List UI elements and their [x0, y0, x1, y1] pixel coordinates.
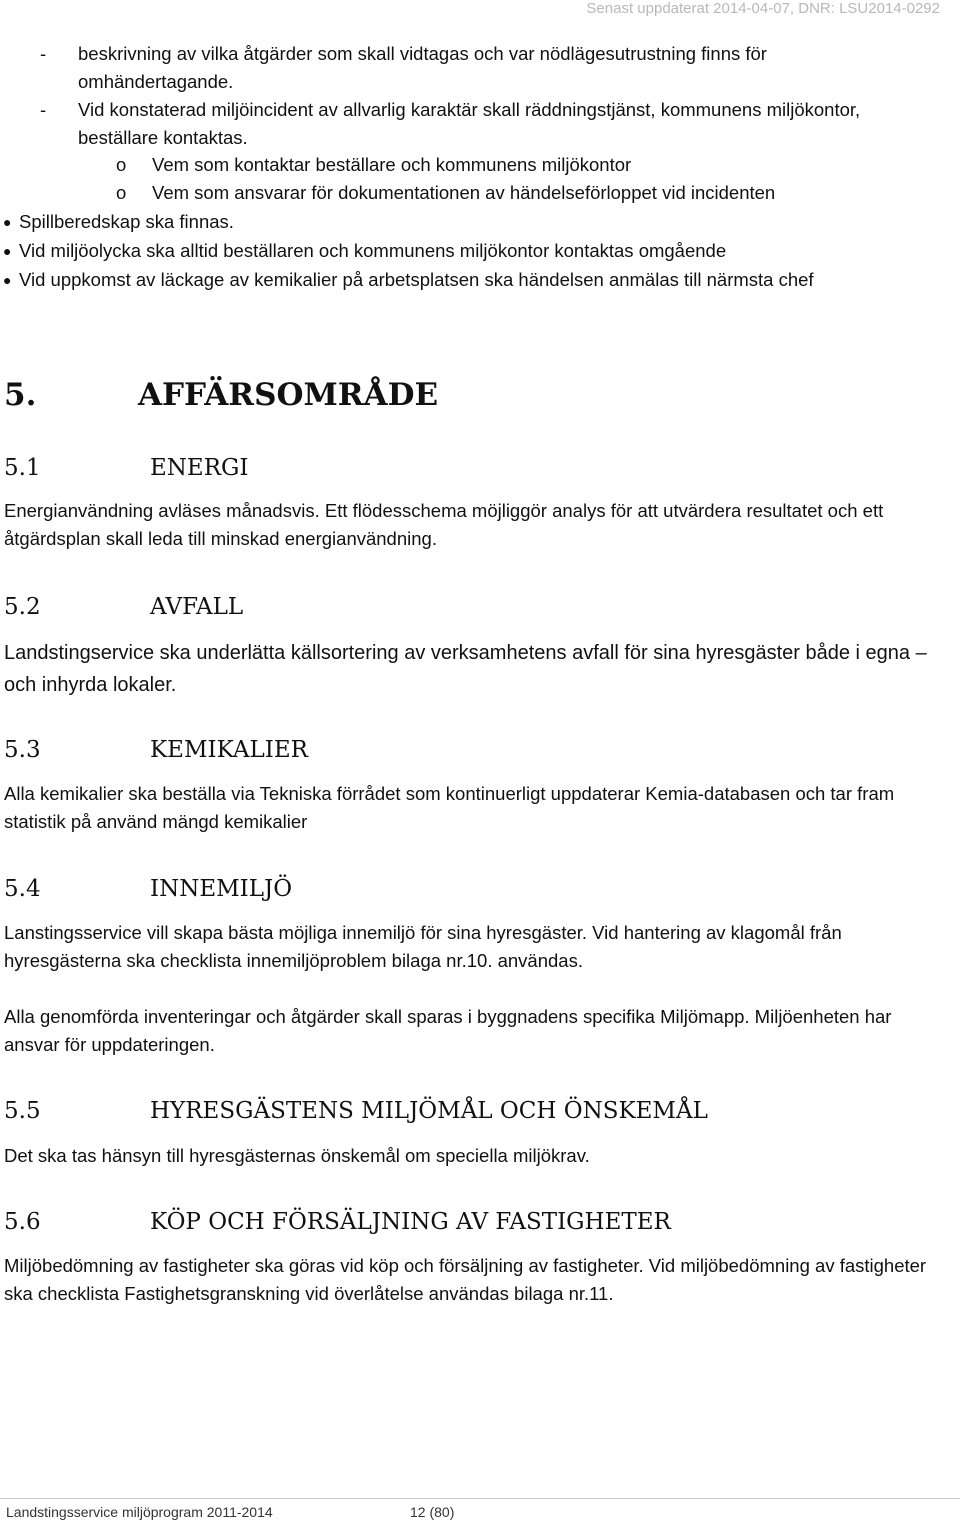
bullet-item	[3, 237, 726, 265]
dash-marker: -	[40, 43, 47, 64]
sub-list-item	[116, 151, 631, 179]
section-heading	[4, 452, 248, 484]
bullet-item-text: Vid miljöolycka ska alltid beställaren och kommunens miljökontor kontaktas omgående	[19, 240, 727, 261]
list-item	[40, 96, 920, 152]
bullet-icon: ●	[3, 243, 12, 259]
paragraph: Det ska tas hänsyn till hyresgästernas önskemål om speciella miljökrav.	[4, 1145, 590, 1166]
section-heading	[4, 591, 243, 623]
page-number: 12 (80)	[410, 1504, 455, 1520]
section-heading	[4, 1095, 708, 1127]
circle-marker: o	[116, 154, 127, 175]
footer-title: Landstingsservice miljöprogram 2011-2014	[6, 1504, 273, 1520]
sub-list-item-text: Vem som ansvarar för dokumentationen av händelseförloppet vid incidenten	[152, 182, 776, 203]
bullet-icon: ●	[3, 272, 12, 288]
section-title: AVFALL	[150, 594, 244, 620]
paragraph: Energianvändning avläses månadsvis. Ett flödesschema möjliggör analys för att utvärdera resultatet och ett åtgärdsplan skall leda till minskad energianvändning.	[4, 500, 884, 549]
paragraph: Landstingservice ska underlätta källsortering av verksamhetens avfall för sina hyresgäster både i egna – och inhyrda lokaler.	[4, 642, 927, 696]
paragraph: Lanstingsservice vill skapa bästa möjliga innemiljö för sina hyresgäster. Vid hantering av klagomål från hyresgästerna ska checklista innemiljöproblem bilaga nr.10. användas.	[4, 922, 842, 971]
paragraph: Alla genomförda inventeringar och åtgärder skall sparas i byggnadens specifika Miljömapp. Miljöenheten har ansvar för uppdateringen.	[4, 1006, 892, 1055]
chapter-number: 5.	[4, 377, 37, 413]
sub-list-item	[116, 179, 775, 207]
section-number: 5.4	[4, 876, 41, 902]
section-title: KÖP OCH FÖRSÄLJNING AV FASTIGHETER	[150, 1209, 671, 1235]
sub-list-item-text: Vem som kontaktar beställare och kommunens miljökontor	[152, 154, 632, 175]
section-number: 5.6	[4, 1209, 41, 1235]
chapter-title: AFFÄRSOMRÅDE	[138, 377, 439, 413]
section-number: 5.2	[4, 594, 41, 620]
section-title: INNEMILJÖ	[150, 876, 293, 902]
bullet-item	[3, 266, 814, 294]
list-item	[40, 40, 920, 96]
bullet-item	[3, 208, 234, 236]
bullet-item-text: Vid uppkomst av läckage av kemikalier på arbetsplatsen ska händelsen anmälas till närmsta chef	[19, 269, 814, 290]
circle-marker: o	[116, 182, 127, 203]
footer-divider	[0, 1498, 960, 1499]
section-title: HYRESGÄSTENS MILJÖMÅL OCH ÖNSKEMÅL	[150, 1098, 708, 1124]
section-heading	[4, 1206, 671, 1238]
bullet-icon: ●	[3, 214, 12, 230]
bullet-item-text: Spillberedskap ska finnas.	[19, 211, 234, 232]
list-item-text: Vid konstaterad miljöincident av allvarlig karaktär skall räddningstjänst, kommunens miljökontor, beställare kontaktas.	[78, 99, 861, 148]
section-title: KEMIKALIER	[150, 737, 308, 763]
section-heading	[4, 734, 308, 766]
paragraph: Miljöbedömning av fastigheter ska göras vid köp och försäljning av fastigheter. Vid miljöbedömning av fastigheter ska checklista Fastighetsgranskning vid överlåtelse användas bilaga nr.11.	[4, 1255, 927, 1304]
header-update-note: Senast uppdaterat 2014-04-07, DNR: LSU2014-0292	[586, 0, 940, 17]
section-number: 5.3	[4, 737, 41, 763]
list-item-text: beskrivning av vilka åtgärder som skall vidtagas och var nödlägesutrustning finns för omhändertagande.	[78, 43, 767, 92]
section-title: ENERGI	[150, 455, 249, 481]
chapter-heading	[4, 375, 438, 415]
section-number: 5.5	[4, 1098, 41, 1124]
dash-marker: -	[40, 99, 47, 120]
section-heading	[4, 873, 292, 905]
section-number: 5.1	[4, 455, 41, 481]
paragraph: Alla kemikalier ska beställa via Tekniska förrådet som kontinuerligt uppdaterar Kemia-databasen och tar fram statistik på använd mängd kemikalier	[4, 783, 895, 832]
